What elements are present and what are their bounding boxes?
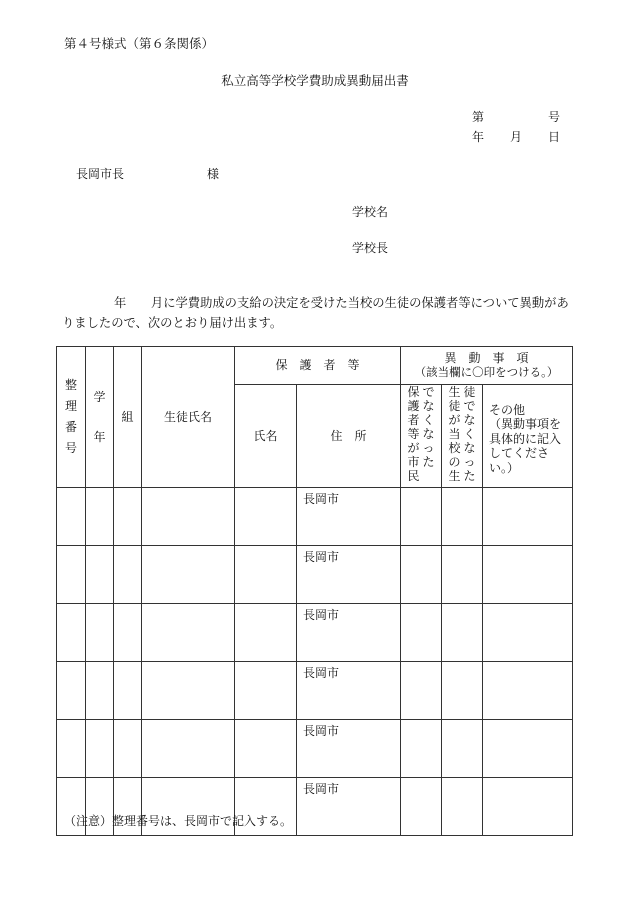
- cell-guardian-name[interactable]: [235, 720, 297, 778]
- cell-gakunen[interactable]: [86, 488, 114, 546]
- cell-address[interactable]: 長岡市: [297, 778, 401, 836]
- not-student-char: 徒: [463, 385, 476, 399]
- not-student-char: 校: [448, 441, 461, 455]
- cell-kumi[interactable]: [114, 662, 142, 720]
- cell-kumi[interactable]: [114, 720, 142, 778]
- not-resident-char: な: [422, 399, 435, 413]
- not-student-char: っ: [463, 455, 476, 469]
- cell-address[interactable]: 長岡市: [297, 662, 401, 720]
- cell-change-2[interactable]: [442, 778, 483, 836]
- cell-change-2[interactable]: [442, 488, 483, 546]
- cell-seiri[interactable]: [57, 662, 86, 720]
- cell-change-other[interactable]: [483, 720, 573, 778]
- cell-change-2[interactable]: [442, 546, 483, 604]
- cell-change-1[interactable]: [401, 662, 442, 720]
- seiri-bango-char: 号: [64, 441, 77, 455]
- cell-seiri[interactable]: [57, 604, 86, 662]
- year-label: 年: [472, 130, 485, 144]
- not-resident-char: な: [422, 427, 435, 441]
- cell-student-name[interactable]: [142, 488, 235, 546]
- not-resident-char: で: [422, 385, 435, 399]
- not-resident-char: 等: [407, 427, 420, 441]
- seiri-bango-char: 番: [64, 420, 77, 434]
- cell-seiri[interactable]: [57, 488, 86, 546]
- not-resident-char: っ: [422, 441, 435, 455]
- header-seiri-bango: [57, 347, 86, 488]
- cell-change-other[interactable]: [483, 662, 573, 720]
- gakunen-char: 年: [93, 430, 106, 444]
- addressee-name: 長岡市長: [76, 167, 125, 181]
- cell-change-1[interactable]: [401, 604, 442, 662]
- not-resident-char: 民: [407, 469, 420, 483]
- header-guardian-address: 住 所: [297, 385, 401, 488]
- cell-seiri[interactable]: [57, 720, 86, 778]
- cell-change-1[interactable]: [401, 720, 442, 778]
- cell-kumi[interactable]: [114, 604, 142, 662]
- not-student-char: で: [463, 399, 476, 413]
- change-group-subtitle: （該当欄に〇印をつける。）: [414, 364, 559, 379]
- cell-address[interactable]: 長岡市: [297, 546, 401, 604]
- not-resident-char: が: [407, 441, 420, 455]
- cell-gakunen[interactable]: [86, 662, 114, 720]
- cell-address[interactable]: 長岡市: [297, 720, 401, 778]
- not-student-char: な: [463, 441, 476, 455]
- body-text: 年 月に学費助成の支給の決定を受けた当校の生徒の保護者等について異動がありましたので、次のとおり届け出ます。: [62, 296, 569, 330]
- cell-change-other[interactable]: [483, 546, 573, 604]
- cell-gakunen[interactable]: [86, 720, 114, 778]
- cell-change-1[interactable]: [401, 546, 442, 604]
- header-change-other: [483, 385, 573, 488]
- not-student-char: 生: [448, 469, 461, 483]
- not-student-column: [464, 385, 476, 483]
- cell-change-2[interactable]: [442, 662, 483, 720]
- not-student-char: 当: [448, 427, 461, 441]
- day-label: 日: [548, 130, 561, 144]
- other-title: その他: [489, 403, 526, 417]
- cell-student-name[interactable]: [142, 662, 235, 720]
- not-student-char: が: [448, 413, 461, 427]
- header-change-not-student: [442, 385, 483, 488]
- not-resident-char: 護: [407, 399, 420, 413]
- table-row: [57, 546, 573, 604]
- header-kumi: 組: [114, 347, 142, 488]
- document-title: 私立高等学校学費助成異動届出書: [221, 73, 409, 88]
- change-group-title: 異 動 事 項: [444, 351, 529, 366]
- table-row: [57, 604, 573, 662]
- cell-change-2[interactable]: [442, 720, 483, 778]
- cell-student-name[interactable]: [142, 604, 235, 662]
- school-name-label: 学校名: [352, 205, 389, 219]
- not-student-column: [449, 385, 461, 483]
- header-student-name: 生徒氏名: [142, 347, 235, 488]
- not-resident-char: 市: [407, 455, 420, 469]
- table-row: [57, 720, 573, 778]
- cell-address[interactable]: 長岡市: [297, 604, 401, 662]
- header-gakunen: [86, 347, 114, 488]
- not-resident-char: 保: [407, 385, 420, 399]
- header-guardian-group: 保 護 者 等: [235, 347, 401, 385]
- cell-kumi[interactable]: [114, 488, 142, 546]
- not-student-char: 生: [448, 385, 461, 399]
- note-text: （注意）整理番号は、長岡市で記入する。: [64, 814, 293, 828]
- header-guardian-name: 氏名: [235, 385, 297, 488]
- header-change-not-resident: [401, 385, 442, 488]
- not-resident-column: [423, 385, 435, 483]
- principal-label: 学校長: [352, 241, 389, 255]
- month-label: 月: [510, 130, 523, 144]
- header-change-group: [401, 347, 573, 385]
- cell-gakunen[interactable]: [86, 604, 114, 662]
- cell-seiri[interactable]: [57, 546, 86, 604]
- not-resident-char: 者: [407, 413, 420, 427]
- cell-change-1[interactable]: [401, 778, 442, 836]
- number-suffix: 号: [548, 110, 561, 124]
- cell-student-name[interactable]: [142, 720, 235, 778]
- not-student-char: な: [463, 413, 476, 427]
- cell-guardian-name[interactable]: [235, 546, 297, 604]
- not-student-char: た: [463, 469, 476, 483]
- cell-change-other[interactable]: [483, 604, 573, 662]
- cell-address[interactable]: 長岡市: [297, 488, 401, 546]
- table-row: [57, 662, 573, 720]
- cell-change-1[interactable]: [401, 488, 442, 546]
- other-note: （異動事項を具体的に記入してください。）: [489, 417, 562, 475]
- seiri-bango-char: 理: [64, 399, 77, 413]
- seiri-bango-char: 整: [64, 378, 77, 392]
- not-student-char: 徒: [448, 399, 461, 413]
- cell-kumi[interactable]: [114, 546, 142, 604]
- not-student-char: の: [448, 455, 461, 469]
- cell-student-name[interactable]: [142, 546, 235, 604]
- cell-guardian-name[interactable]: [235, 488, 297, 546]
- form-number: 第４号様式（第６条関係）: [64, 36, 215, 51]
- not-resident-column: [408, 385, 420, 483]
- gakunen-char: 学: [93, 390, 106, 404]
- addressee-honorific: 様: [207, 167, 220, 181]
- not-resident-char: た: [422, 455, 435, 469]
- cell-change-other[interactable]: [483, 488, 573, 546]
- number-label: 第: [472, 110, 485, 124]
- table-row: [57, 488, 573, 546]
- cell-guardian-name[interactable]: [235, 604, 297, 662]
- cell-change-other[interactable]: [483, 778, 573, 836]
- cell-guardian-name[interactable]: [235, 662, 297, 720]
- not-resident-char: く: [422, 413, 435, 427]
- cell-change-2[interactable]: [442, 604, 483, 662]
- change-report-table: [56, 346, 573, 836]
- cell-gakunen[interactable]: [86, 546, 114, 604]
- not-student-char: く: [463, 427, 476, 441]
